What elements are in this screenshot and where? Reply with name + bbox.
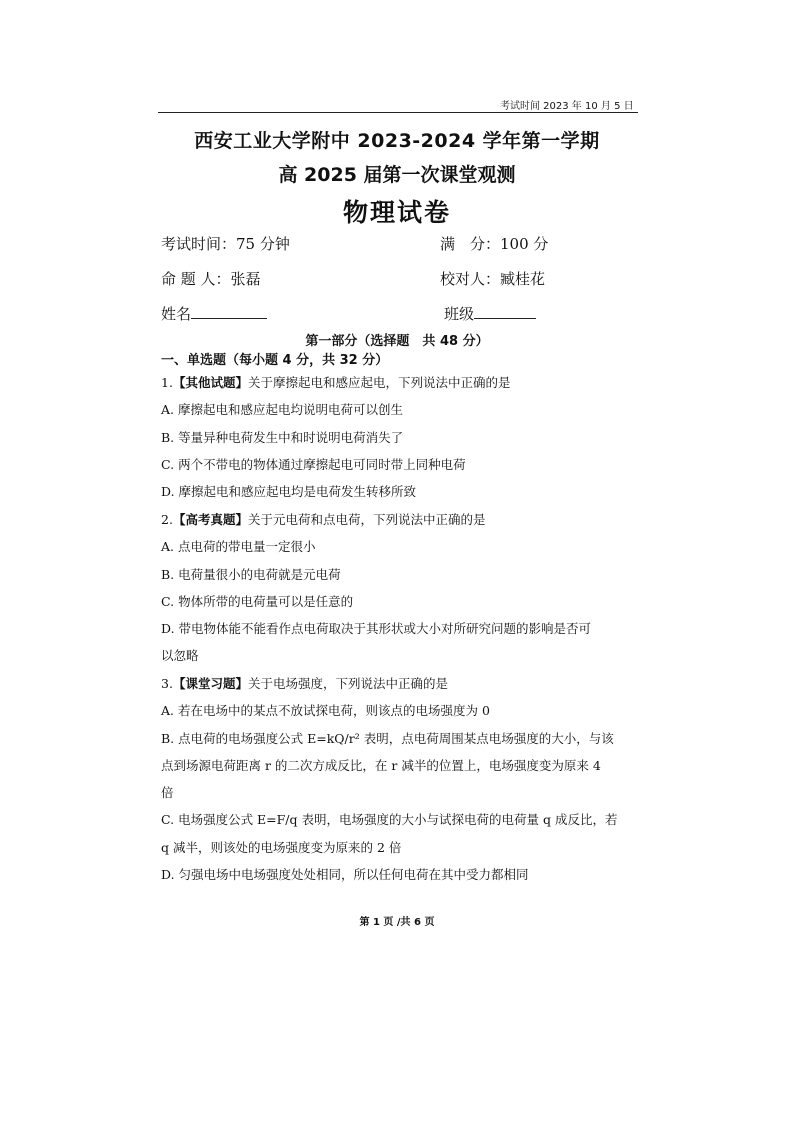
question-number: 1. (161, 375, 173, 390)
question-1-option-d: D. 摩擦起电和感应起电均是电荷发生转移所致 (161, 484, 417, 499)
class-label: 班级 (444, 305, 475, 323)
question-text: 关于元电荷和点电荷，下列说法中正确的是 (247, 512, 486, 527)
question-number: 2. (161, 512, 173, 527)
class-field[interactable] (444, 303, 536, 324)
question-number: 3. (161, 676, 173, 691)
question-2-option-d-continued: 以忽略 (161, 648, 199, 663)
exam-duration: 考试时间：75 分钟 (161, 235, 290, 253)
question-3-option-b-line2: 点到场源电荷距离 r 的二次方成反比，在 r 减半的位置上，电场强度变为原来 4 (161, 758, 601, 773)
name-label: 姓名 (161, 305, 192, 323)
question-2-option-c: C. 物体所带的电荷量可以是任意的 (161, 594, 354, 609)
header-divider (158, 112, 638, 113)
question-tag: 【其他试题】 (172, 375, 248, 390)
checker: 校对人：臧桂花 (440, 270, 546, 288)
exam-date: 考试时间 2023 年 10 月 5 日 (500, 101, 634, 112)
question-3-option-d: D. 匀强电场中电场强度处处相同，所以任何电荷在其中受力都相同 (161, 867, 529, 882)
question-3-stem (161, 676, 448, 692)
page-number: 第 1 页 /共 6 页 (359, 917, 435, 928)
question-tag: 【课堂习题】 (172, 676, 248, 691)
question-tag: 【高考真题】 (172, 512, 248, 527)
question-1-option-b: B. 等量异种电荷发生中和时说明电荷消失了 (161, 430, 404, 445)
question-3-option-b: B. 点电荷的电场强度公式 E=kQ/r² 表明，点电荷周围某点电场强度的大小，与该 (161, 731, 614, 746)
question-3-option-b-line3: 倍 (161, 785, 174, 800)
subject-title: 物理试卷 (342, 198, 451, 227)
full-score: 满 分：100 分 (440, 235, 549, 253)
question-1-stem (161, 375, 510, 391)
question-text: 关于电场强度，下列说法中正确的是 (247, 676, 448, 691)
section-heading: 一、单选题（每小题 4 分，共 32 分） (161, 353, 389, 368)
class-blank[interactable] (474, 304, 536, 319)
question-1-option-c: C. 两个不带电的物体通过摩擦起电可同时带上同种电荷 (161, 457, 466, 472)
school-title: 西安工业大学附中 2023-2024 学年第一学期 (194, 130, 600, 152)
exam-title: 高 2025 届第一次课堂观测 (278, 164, 516, 186)
question-2-option-b: B. 电荷量很小的电荷就是元电荷 (161, 567, 341, 582)
question-3-option-a: A. 若在电场中的某点不放试探电荷，则该点的电场强度为 0 (161, 703, 490, 718)
question-2-option-a: A. 点电荷的带电量一定很小 (161, 539, 316, 554)
part-heading: 第一部分（选择题 共 48 分） (305, 334, 489, 349)
question-3-option-c-line2: q 减半，则该处的电场强度变为原来的 2 倍 (161, 840, 402, 855)
question-3-option-c: C. 电场强度公式 E=F/q 表明，电场强度的大小与试探电荷的电荷量 q 成反比，若 (161, 812, 618, 827)
question-2-stem (161, 512, 485, 528)
author: 命 题 人：张磊 (161, 270, 261, 288)
name-blank[interactable] (191, 304, 267, 319)
question-1-option-a: A. 摩擦起电和感应起电均说明电荷可以创生 (161, 402, 403, 417)
question-2-option-d: D. 带电物体能不能看作点电荷取决于其形状或大小对所研究问题的影响是否可 (161, 621, 592, 636)
question-text: 关于摩擦起电和感应起电，下列说法中正确的是 (247, 375, 511, 390)
name-field[interactable] (161, 303, 267, 324)
